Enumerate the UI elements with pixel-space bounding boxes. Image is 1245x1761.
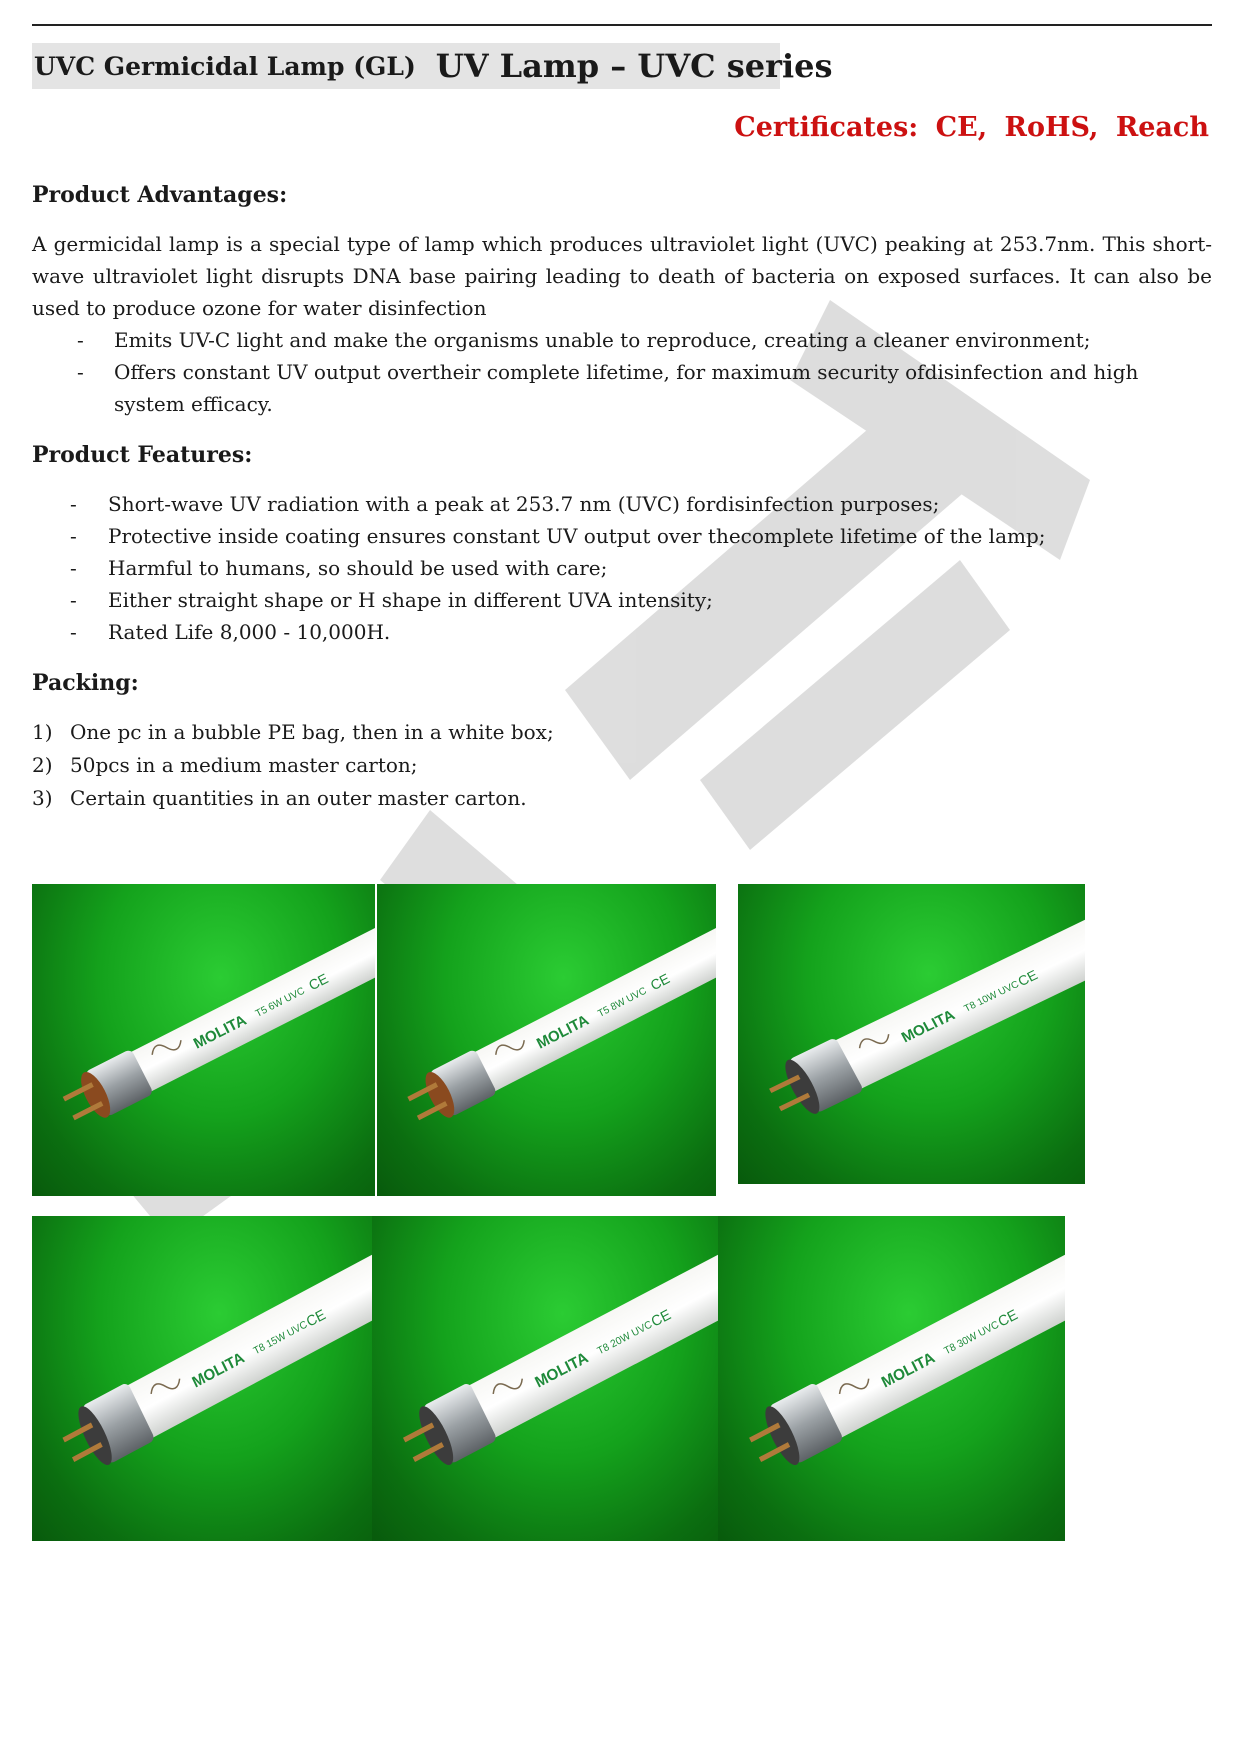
lamp-picture (718, 1216, 1065, 1541)
features-list (32, 488, 1182, 648)
list-item: - Offers constant UV output overtheir complete lifetime, for maximum security ofdisinfection and high system efficacy. (32, 356, 1182, 420)
lamp-picture (372, 1216, 718, 1541)
product-photo (372, 1216, 718, 1541)
product-photo (32, 884, 375, 1196)
lamp-model: T8 30W UVC (942, 1319, 1001, 1358)
list-number: 3) (32, 786, 53, 810)
list-item: - Either straight shape or H shape in different UVA intensity; (32, 584, 1182, 616)
packing-list (32, 716, 554, 815)
features-heading: Product Features: (32, 442, 253, 468)
list-item (32, 782, 554, 815)
lamp-brand: MOLITA (532, 1349, 592, 1392)
lamp-brand: MOLITA (190, 1011, 250, 1053)
packing-heading: Packing: (32, 670, 139, 696)
ce-mark: CE (305, 970, 331, 994)
ce-mark: CE (648, 1306, 674, 1331)
ce-mark: CE (304, 1306, 329, 1331)
product-photo (718, 1216, 1065, 1541)
title-bar (32, 43, 833, 89)
certificates: Certificates: CE, RoHS, Reach (734, 112, 1209, 143)
lamp-model: T8 10W UVC (962, 979, 1022, 1015)
list-item (32, 749, 554, 782)
lamp-picture (377, 884, 716, 1196)
product-photo (377, 884, 716, 1196)
list-item: - Short-wave UV radiation with a peak at 253.7 nm (UVC) fordisinfection purposes; (32, 488, 1182, 520)
title-small: UVC Germicidal Lamp (GL) (34, 51, 416, 81)
list-number: 2) (32, 753, 53, 777)
lamp-picture (738, 884, 1085, 1184)
advantages-paragraph: A germicidal lamp is a special type of lamp which produces ultraviolet light (UVC) peaking at 253.7nm. This short-wave ultraviolet light disrupts DNA base pairing leading to death of bacteria on exposed surfaces. It can also be used to produce ozone for water disinfection (32, 232, 1212, 320)
lamp-brand: MOLITA (878, 1349, 938, 1392)
lamp-brand: MOLITA (899, 1007, 958, 1047)
list-text: One pc in a bubble PE bag, then in a white box; (70, 720, 554, 744)
product-photo (738, 884, 1085, 1184)
advantages-heading: Product Advantages: (32, 182, 288, 208)
list-item: - Rated Life 8,000 - 10,000H. (32, 616, 1182, 648)
ce-mark: CE (647, 970, 673, 994)
lamp-model: T5 6W UVC (253, 985, 307, 1020)
lamp-picture (32, 1216, 372, 1541)
list-text: 50pcs in a medium master carton; (70, 753, 418, 777)
list-item: - Harmful to humans, so should be used with care; (32, 552, 1182, 584)
top-rule (32, 24, 1212, 26)
advantages-list (32, 324, 1182, 420)
list-text: Certain quantities in an outer master carton. (70, 786, 527, 810)
ce-mark: CE (1015, 966, 1041, 990)
ce-mark: CE (995, 1306, 1021, 1331)
list-number: 1) (32, 720, 53, 744)
lamp-brand: MOLITA (189, 1349, 248, 1392)
lamp-model: T5 8W UVC (596, 985, 649, 1020)
lamp-brand: MOLITA (534, 1011, 592, 1053)
lamp-model: T8 15W UVC (251, 1319, 310, 1358)
product-photo (32, 1216, 372, 1541)
title-large: UV Lamp – UVC series (435, 47, 833, 85)
list-item: - Protective inside coating ensures constant UV output over thecomplete lifetime of the lamp; (32, 520, 1182, 552)
list-item (32, 716, 554, 749)
list-item: - Emits UV-C light and make the organisms unable to reproduce, creating a cleaner environment; (32, 324, 1182, 356)
lamp-picture (32, 884, 375, 1196)
lamp-model: T8 20W UVC (595, 1319, 655, 1358)
